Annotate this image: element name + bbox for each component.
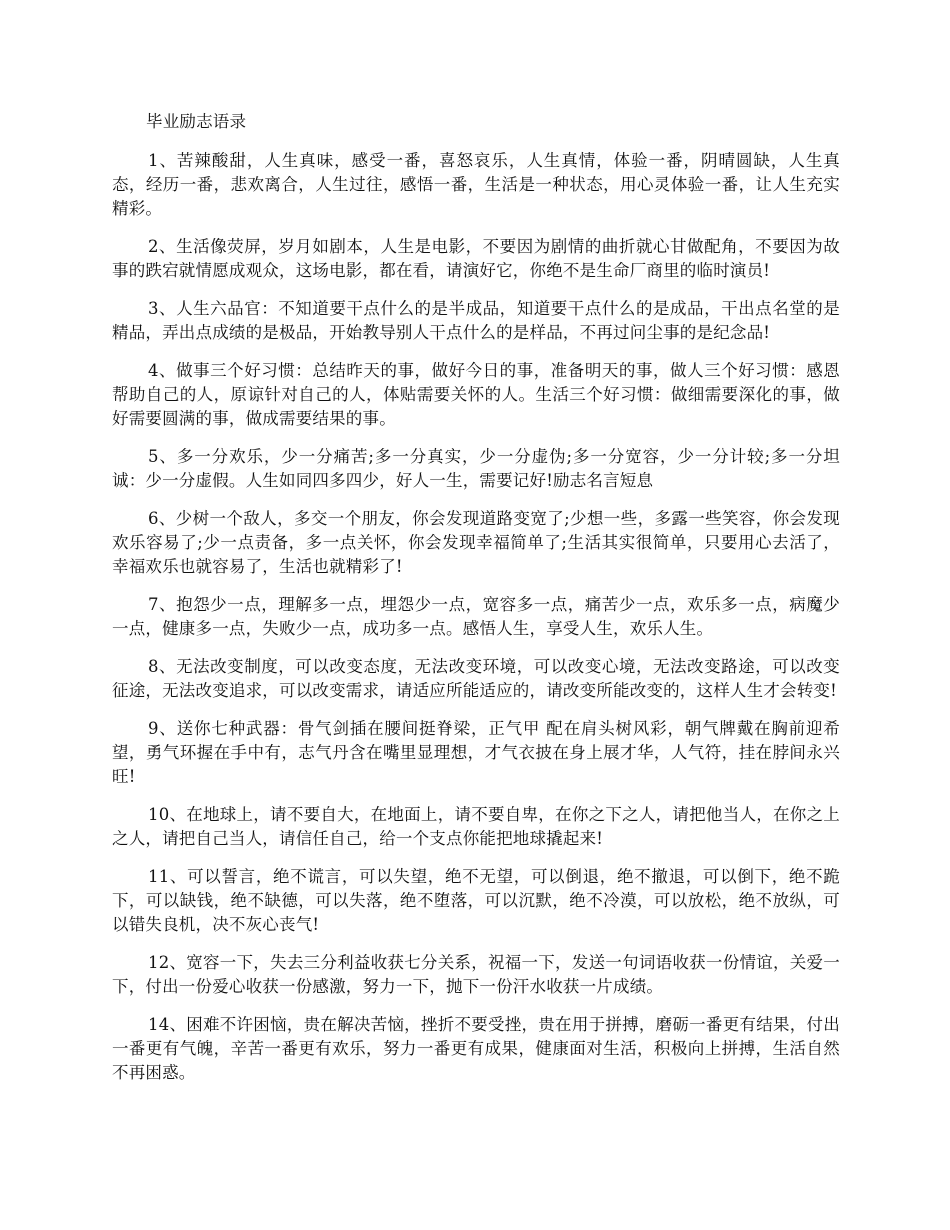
document-page (112, 110, 840, 1099)
paragraph-7: 7、抱怨少一点，理解多一点，埋怨少一点，宽容多一点，痛苦少一点，欢乐多一点，病魔少一点，健康多一点，失败少一点，成功多一点。感悟人生，享受人生，欢乐人生。 (112, 595, 840, 638)
paragraph-9: 9、送你七种武器：骨气剑插在腰间挺脊梁，正气甲 配在肩头树风彩，朝气牌戴在胸前迎希望，勇气环握在手中有，志气丹含在嘴里显理想，才气衣披在身上展才华，人气符，挂在脖间永兴旺! (112, 719, 840, 786)
paragraph-1: 1、苦辣酸甜，人生真味，感受一番，喜怒哀乐，人生真情，体验一番，阴晴圆缺，人生真态，经历一番，悲欢离合，人生过往，感悟一番，生活是一种状态，用心灵体验一番，让人生充实精彩。 (112, 151, 840, 218)
paragraph-12: 12、宽容一下，失去三分利益收获七分关系，祝福一下，发送一句词语收获一份情谊，关爱一下，付出一份爱心收获一份感激，努力一下，抛下一份汗水收获一片成绩。 (112, 953, 840, 996)
paragraph-2: 2、生活像荧屏，岁月如剧本，人生是电影，不要因为剧情的曲折就心甘做配角，不要因为故事的跌宕就情愿成观众，这场电影，都在看，请演好它，你绝不是生命厂商里的临时演员! (112, 237, 840, 280)
paragraph-10: 10、在地球上，请不要自大，在地面上，请不要自卑，在你之下之人，请把他当人，在你之上之人，请把自己当人，请信任自己，给一个支点你能把地球撬起来! (112, 805, 840, 848)
paragraph-14: 14、困难不许困恼，贵在解决苦恼，挫折不要受挫，贵在用于拼搏，磨砺一番更有结果，付出一番更有气魄，辛苦一番更有欢乐，努力一番更有成果，健康面对生活，积极向上拼搏，生活自然不再困惑。 (112, 1015, 840, 1082)
paragraph-4: 4、做事三个好习惯：总结昨天的事，做好今日的事，准备明天的事，做人三个好习惯：感恩帮助自己的人，原谅针对自己的人，体贴需要关怀的人。生活三个好习惯：做细需要深化的事，做好需要圆满的事，做成需要结果的事。 (112, 361, 840, 428)
paragraph-11: 11、可以誓言，绝不谎言，可以失望，绝不无望，可以倒退，绝不撤退，可以倒下，绝不跪下，可以缺钱，绝不缺德，可以失落，绝不堕落，可以沉默，绝不冷漠，可以放松，绝不放纵，可以错失良机，决不灰心丧气! (112, 867, 840, 934)
paragraph-8: 8、无法改变制度，可以改变态度，无法改变环境，可以改变心境，无法改变路途，可以改变征途，无法改变追求，可以改变需求，请适应所能适应的，请改变所能改变的，这样人生才会转变! (112, 657, 840, 700)
paragraph-3: 3、人生六品官：不知道要干点什么的是半成品，知道要干点什么的是成品，干出点名堂的是精品，弄出点成绩的是极品，开始教导别人干点什么的是样品，不再过问尘事的是纪念品! (112, 299, 840, 342)
paragraph-6: 6、少树一个敌人，多交一个朋友，你会发现道路变宽了;少想一些，多露一些笑容，你会发现欢乐容易了;少一点责备，多一点关怀，你会发现幸福简单了;生活其实很简单，只要用心去活了，幸福欢乐也就容易了，生活也就精彩了! (112, 509, 840, 576)
paragraph-5: 5、多一分欢乐，少一分痛苦;多一分真实，少一分虚伪;多一分宽容，少一分计较;多一分坦诚：少一分虚假。人生如同四多四少，好人一生，需要记好!励志名言短息 (112, 447, 840, 490)
document-title: 毕业励志语录 (146, 112, 247, 131)
